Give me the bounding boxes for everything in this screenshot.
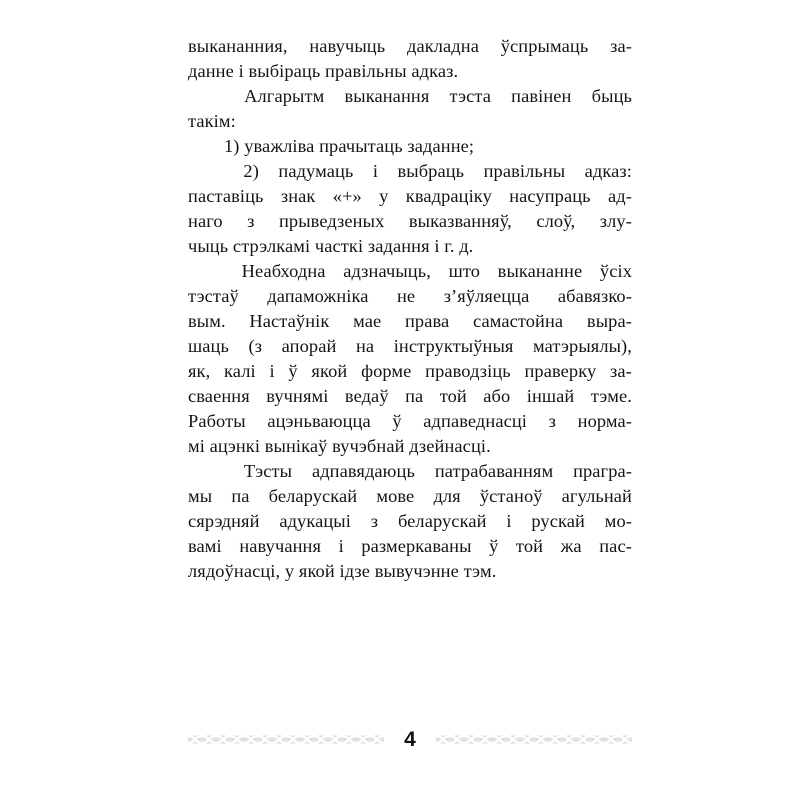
page-number: 4 [404,727,416,751]
text-line: шаць (з апорай на інструктыўныя матэрыялы), [188,336,632,356]
text-line: Работы ацэньваюцца ў адпаведнасці з норма- [188,411,632,431]
text-line: сваення вучнямі ведаў па той або іншай тэме. [188,386,632,406]
paragraph [188,134,632,159]
text-line: лядоўнасці, у якой ідзе вывучэнне тэм. [188,561,497,581]
first-line-indent [188,159,224,184]
text-line: такім: [188,111,236,131]
text-line: наго з прыведзеных выказванняў, слоў, злу- [188,211,632,231]
paragraph [188,34,632,84]
text-line: Алгарытм выканання тэста павінен быць [188,84,632,109]
first-line-indent [188,259,224,284]
text-line: паставіць знак «+» у квадраціку насупраць ад- [188,186,632,206]
first-line-indent [188,84,224,109]
text-line: 1) уважліва прачытаць заданне; [224,136,475,156]
text-line: чыць стрэлкамі часткі задання і г. д. [188,236,474,256]
wave-braid-ornament-right [436,732,632,747]
first-line-indent [188,459,224,484]
text-line: вым. Настаўнік мае права самастойна выра- [188,311,632,331]
paragraph [188,459,632,584]
text-line: 2) падумаць і выбраць правільны адказ: [188,159,632,184]
text-line: мы па беларускай мове для ўстаноў агульнай [188,486,632,506]
text-line: як, калі і ў якой форме праводзіць праверку за- [188,361,632,381]
paragraph [188,259,632,459]
body-text [188,34,632,584]
text-line: выкананния, навучыць дакладна ўспрымаць за- [188,36,632,56]
paragraph [188,84,632,134]
text-line: Неабходна адзначыць, што выкананне ўсіх [188,259,632,284]
text-line: данне і выбіраць правільны адказ. [188,61,459,81]
text-line: мі ацэнкі вынікаў вучэбнай дзейнасці. [188,436,491,456]
wave-braid-ornament-left [188,732,384,747]
paragraph [188,159,632,259]
text-line: тэстаў дапаможніка не з’яўляецца абавязко- [188,286,632,306]
text-line: вамі навучання і размеркаваны ў той жа пас- [188,536,632,556]
text-line: Тэсты адпавядаюць патрабаванням прагра- [188,459,632,484]
text-line: сярэдняй адукацыі з беларускай і рускай мо- [188,511,632,531]
page-footer [188,724,632,754]
